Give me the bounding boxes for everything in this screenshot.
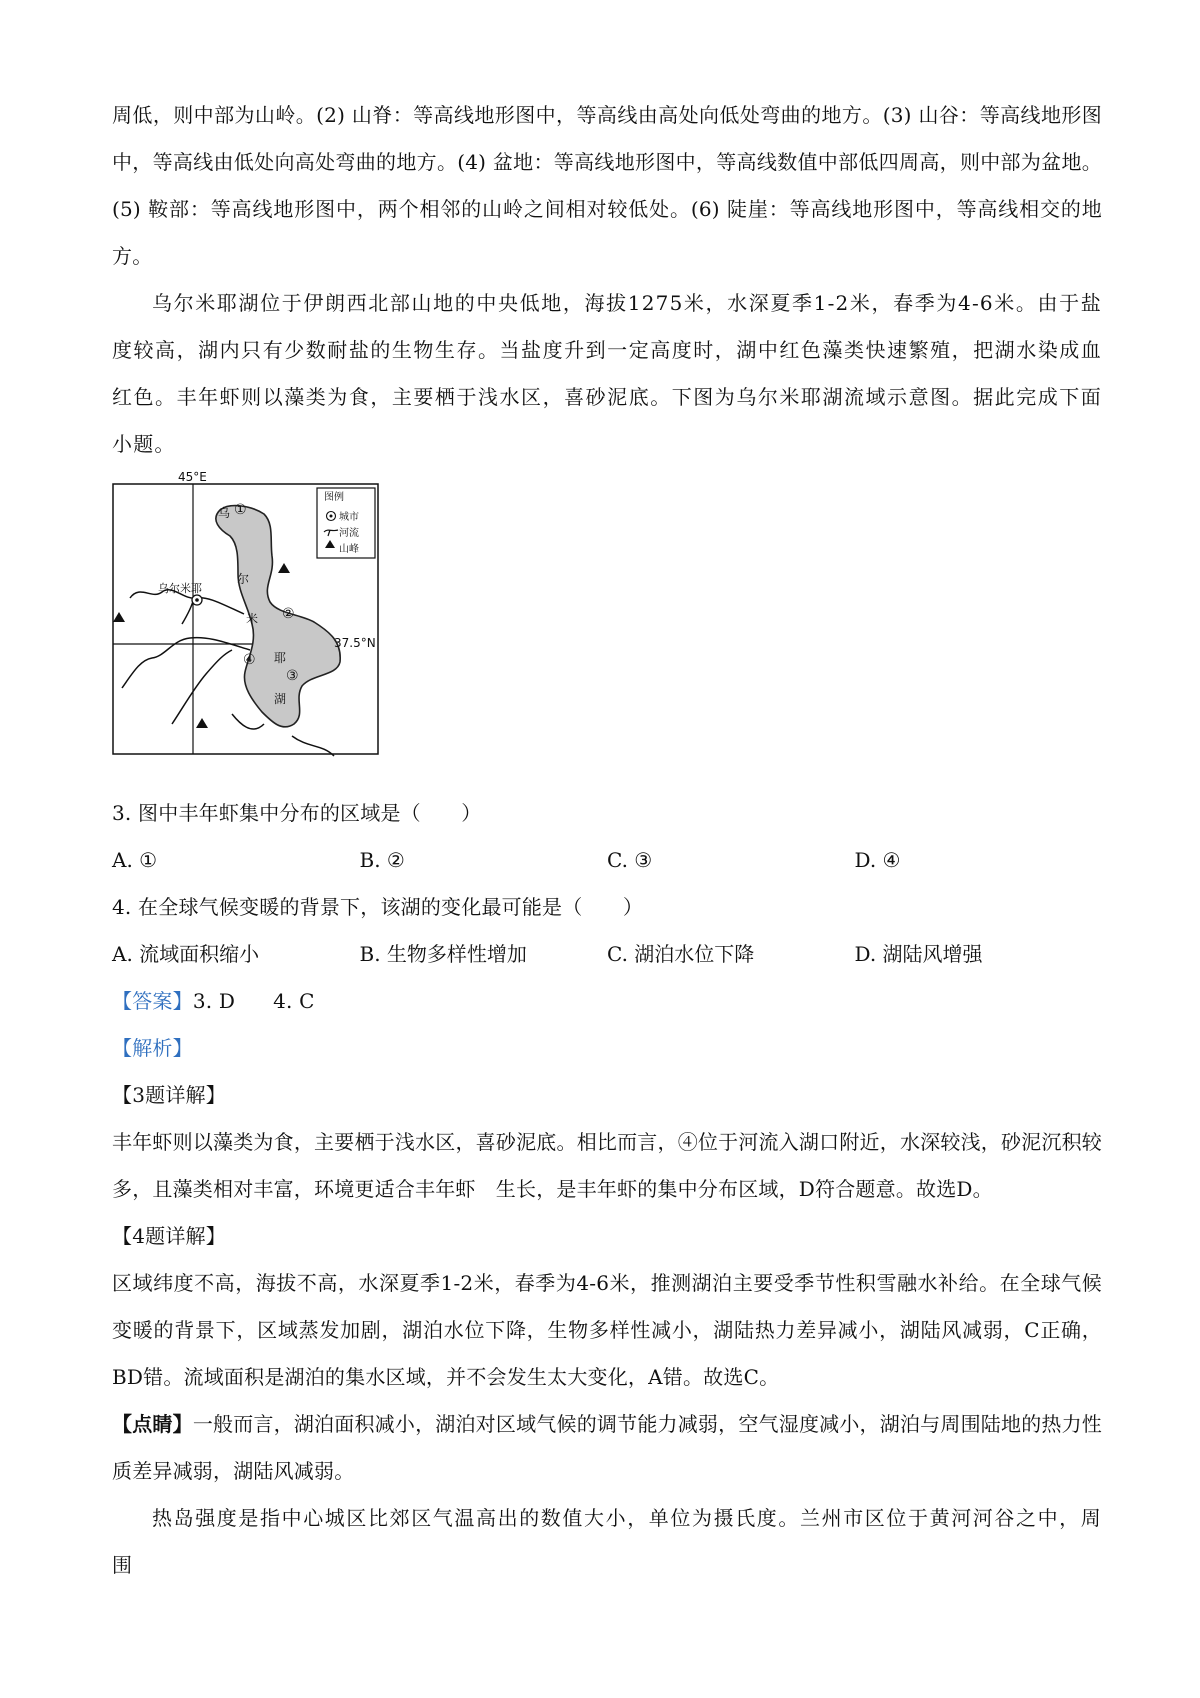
dianjing-paragraph (112, 1401, 1102, 1495)
detail-4-title: 【4题详解】 (112, 1224, 226, 1248)
meridian-label: 45°E (178, 470, 207, 484)
option-a: A. 流域面积缩小 (112, 942, 260, 966)
option-a: A. ① (112, 848, 158, 872)
lake-char: 耶 (274, 651, 287, 665)
map-figure (112, 474, 407, 784)
answer-4: 4. C (273, 989, 315, 1013)
legend-title: 图例 (324, 492, 344, 503)
marker-2: ② (282, 606, 295, 622)
legend-peak-label: 山峰 (339, 544, 359, 555)
question-4-options (112, 931, 1102, 978)
question-3-options (112, 837, 1102, 884)
analysis-tag: 【解析】 (112, 1036, 193, 1060)
marker-4: ④ (243, 652, 256, 668)
detail-3-text: 丰年虾则以藻类为食，主要栖于浅水区，喜砂泥底。相比而言，④位于河流入湖口附近，水深较浅，砂泥沉积较多，且藻类相对丰富，环境更适合丰年虾 生长，是丰年虾的集中分布区域，D符合题意。故选D。 (112, 1130, 1102, 1201)
lake-paragraph: 乌尔米耶湖位于伊朗西北部山地的中央低地，海拔1275米，水深夏季1-2米，春季为4-6米。由于盐度较高，湖内只有少数耐盐的生物生存。当盐度升到一定高度时，湖中红色藻类快速繁殖，把湖水染成血红色。丰年虾则以藻类为食，主要栖于浅水区，喜砂泥底。下图为乌尔米耶湖流域示意图。据此完成下面小题。 (112, 291, 1102, 456)
dianjing-tag: 【点睛】 (112, 1412, 193, 1436)
option-d: D. ④ (854, 848, 901, 872)
lake-char: 米 (246, 612, 259, 626)
river-southeast (292, 736, 334, 756)
option-d: D. 湖陆风增强 (854, 942, 983, 966)
detail-4-text: 区域纬度不高，海拔不高，水深夏季1-2米，春季为4-6米，推测湖泊主要受季节性积雪融水补给。在全球气候变暖的背景下，区域蒸发加剧，湖泊水位下降，生物多样性减小，湖陆热力差异减小，湖陆风减弱，C正确，BD错。流域面积是湖泊的集水区域，并不会发生太大变化，A错。故选C。 (112, 1271, 1102, 1389)
option-b: B. 生物多样性增加 (359, 942, 527, 966)
marker-1: ① (234, 502, 247, 518)
city-symbol (192, 595, 202, 605)
river-south (172, 650, 232, 724)
peak-symbol (113, 612, 125, 622)
peak-symbol (278, 563, 290, 573)
legend-city-label: 城市 (339, 512, 359, 523)
dianjing-text: 一般而言，湖泊面积减小，湖泊对区域气候的调节能力减弱，空气湿度减小，湖泊与周围陆地的热力性质差异减弱，湖陆风减弱。 (112, 1412, 1102, 1483)
answer-3: 3. D (192, 989, 236, 1013)
question-4-stem: 4. 在全球气候变暖的背景下，该湖的变化最可能是（ ） (112, 895, 644, 919)
answer-tag: 【答案】 (112, 989, 193, 1013)
parallel-label: 37.5°N (334, 636, 376, 650)
lake-char: 湖 (274, 692, 287, 706)
river-south-2 (232, 714, 264, 729)
river-southwest (122, 638, 250, 688)
legend-river-label: 河流 (339, 528, 359, 539)
city-label: 乌尔米耶 (158, 582, 202, 595)
lake-char: 乌 (218, 506, 231, 520)
heat-island-paragraph: 热岛强度是指中心城区比郊区气温高出的数值大小，单位为摄氏度。兰州市区位于黄河河谷之中，周围 (112, 1506, 1102, 1577)
lake-char: 尔 (237, 572, 250, 586)
document-page (112, 92, 1102, 1589)
urmia-lake-map (112, 470, 407, 784)
option-c: C. 湖泊水位下降 (607, 942, 755, 966)
option-c: C. ③ (607, 848, 653, 872)
detail-3-title: 【3题详解】 (112, 1083, 226, 1107)
intro-paragraph: 周低，则中部为山岭。(2) 山脊：等高线地形图中，等高线由高处向低处弯曲的地方。(3) 山谷：等高线地形图中，等高线由低处向高处弯曲的地方。(4) 盆地：等高线地形图中，等高线数值中部低四周高，则中部为盆地。(5) 鞍部：等高线地形图中，两个相邻的山岭之间相对较低处。(6) 陡崖：等高线地形图中，等高线相交的地方。 (112, 103, 1102, 268)
answer-line (112, 978, 1102, 1025)
question-3-stem: 3. 图中丰年虾集中分布的区域是（ ） (112, 801, 482, 825)
option-b: B. ② (359, 848, 405, 872)
peak-symbol (196, 718, 208, 728)
marker-3: ③ (286, 668, 299, 684)
